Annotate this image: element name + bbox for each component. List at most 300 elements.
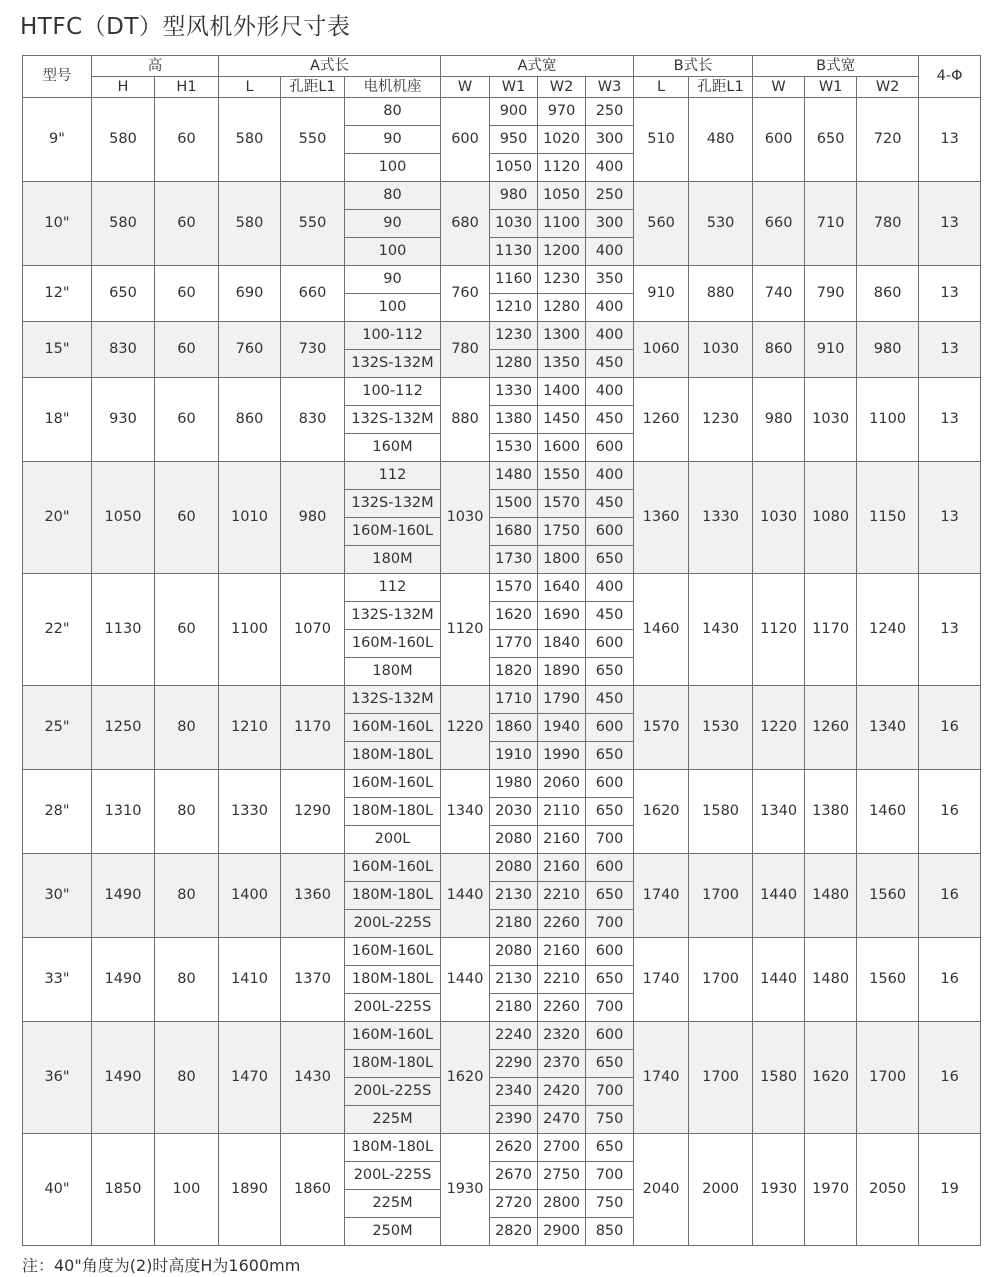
- b-l1-cell: 1700: [689, 1022, 753, 1134]
- w1-cell: 1910: [490, 742, 538, 770]
- b-w1-cell: 1480: [805, 854, 857, 938]
- h-cell: 1490: [92, 938, 155, 1022]
- l1-cell: 1370: [281, 938, 345, 1022]
- table-row: [23, 98, 981, 126]
- motor-frame-cell: 200L-225S: [345, 1162, 441, 1190]
- b-w2-cell: 1700: [857, 1022, 919, 1134]
- w1-cell: 950: [490, 126, 538, 154]
- b-l-cell: 1570: [634, 686, 689, 770]
- model-cell: 20": [23, 462, 92, 574]
- l1-cell: 1860: [281, 1134, 345, 1246]
- w2-cell: 2210: [538, 966, 586, 994]
- l-cell: 580: [219, 182, 281, 266]
- w1-cell: 2080: [490, 826, 538, 854]
- w3-cell: 450: [586, 406, 634, 434]
- table-row: [23, 462, 981, 490]
- w2-cell: 1050: [538, 182, 586, 210]
- w3-cell: 450: [586, 686, 634, 714]
- model-group: [23, 686, 981, 770]
- h1-cell: 60: [155, 266, 219, 322]
- w2-cell: 1350: [538, 350, 586, 378]
- w2-cell: 2110: [538, 798, 586, 826]
- w3-cell: 450: [586, 602, 634, 630]
- b-w-cell: 660: [753, 182, 805, 266]
- model-group: [23, 378, 981, 462]
- w3-cell: 400: [586, 462, 634, 490]
- motor-frame-cell: 160M-160L: [345, 1022, 441, 1050]
- w3-cell: 700: [586, 1162, 634, 1190]
- w3-cell: 300: [586, 126, 634, 154]
- w2-cell: 2370: [538, 1050, 586, 1078]
- b-w2-cell: 2050: [857, 1134, 919, 1246]
- motor-frame-cell: 132S-132M: [345, 490, 441, 518]
- header-b-l1: 孔距L1: [689, 77, 753, 98]
- model-cell: 30": [23, 854, 92, 938]
- w3-cell: 750: [586, 1106, 634, 1134]
- l-cell: 760: [219, 322, 281, 378]
- motor-frame-cell: 160M: [345, 434, 441, 462]
- b-l-cell: 1740: [634, 1022, 689, 1134]
- w1-cell: 2820: [490, 1218, 538, 1246]
- w2-cell: 2160: [538, 854, 586, 882]
- table-row: [23, 378, 981, 406]
- motor-frame-cell: 160M-160L: [345, 938, 441, 966]
- w1-cell: 1130: [490, 238, 538, 266]
- motor-frame-cell: 100: [345, 294, 441, 322]
- w3-cell: 600: [586, 630, 634, 658]
- l-cell: 1330: [219, 770, 281, 854]
- holes-cell: 13: [919, 322, 981, 378]
- model-group: [23, 98, 981, 182]
- h-cell: 1130: [92, 574, 155, 686]
- motor-frame-cell: 90: [345, 210, 441, 238]
- h1-cell: 60: [155, 462, 219, 574]
- b-w-cell: 1120: [753, 574, 805, 686]
- b-l1-cell: 1430: [689, 574, 753, 686]
- table-row: [23, 854, 981, 882]
- w-cell: 780: [441, 322, 490, 378]
- h-cell: 580: [92, 98, 155, 182]
- h1-cell: 80: [155, 770, 219, 854]
- w-cell: 1120: [441, 574, 490, 686]
- w2-cell: 1200: [538, 238, 586, 266]
- w3-cell: 400: [586, 322, 634, 350]
- model-cell: 22": [23, 574, 92, 686]
- w2-cell: 1300: [538, 322, 586, 350]
- motor-frame-cell: 180M: [345, 658, 441, 686]
- model-group: [23, 938, 981, 1022]
- holes-cell: 13: [919, 98, 981, 182]
- w1-cell: 1050: [490, 154, 538, 182]
- model-cell: 12": [23, 266, 92, 322]
- header-b-width: B式宽: [753, 56, 919, 77]
- b-l-cell: 1740: [634, 938, 689, 1022]
- w3-cell: 400: [586, 378, 634, 406]
- table-row: [23, 574, 981, 602]
- h-cell: 830: [92, 322, 155, 378]
- w2-cell: 2210: [538, 882, 586, 910]
- model-cell: 18": [23, 378, 92, 462]
- b-w-cell: 1030: [753, 462, 805, 574]
- w3-cell: 600: [586, 714, 634, 742]
- w3-cell: 650: [586, 546, 634, 574]
- b-l1-cell: 880: [689, 266, 753, 322]
- l-cell: 860: [219, 378, 281, 462]
- holes-cell: 16: [919, 686, 981, 770]
- l1-cell: 1360: [281, 854, 345, 938]
- h1-cell: 80: [155, 686, 219, 770]
- w2-cell: 1690: [538, 602, 586, 630]
- header-b-l: L: [634, 77, 689, 98]
- motor-frame-cell: 180M-180L: [345, 1134, 441, 1162]
- b-l1-cell: 1700: [689, 938, 753, 1022]
- motor-frame-cell: 180M-180L: [345, 1050, 441, 1078]
- dimension-table: [22, 55, 981, 1246]
- b-w1-cell: 1260: [805, 686, 857, 770]
- motor-frame-cell: 225M: [345, 1106, 441, 1134]
- w-cell: 1440: [441, 938, 490, 1022]
- h-cell: 1490: [92, 1022, 155, 1134]
- b-w-cell: 1440: [753, 938, 805, 1022]
- w3-cell: 400: [586, 574, 634, 602]
- l-cell: 1890: [219, 1134, 281, 1246]
- w1-cell: 2390: [490, 1106, 538, 1134]
- w1-cell: 2240: [490, 1022, 538, 1050]
- header-w3: W3: [586, 77, 634, 98]
- w2-cell: 2470: [538, 1106, 586, 1134]
- w3-cell: 600: [586, 434, 634, 462]
- header-b-w2: W2: [857, 77, 919, 98]
- w2-cell: 2420: [538, 1078, 586, 1106]
- table-row: [23, 686, 981, 714]
- table-header: [23, 56, 981, 98]
- motor-frame-cell: 160M-160L: [345, 854, 441, 882]
- header-l1: 孔距L1: [281, 77, 345, 98]
- b-l-cell: 560: [634, 182, 689, 266]
- motor-frame-cell: 250M: [345, 1218, 441, 1246]
- w-cell: 680: [441, 182, 490, 266]
- holes-cell: 16: [919, 854, 981, 938]
- holes-cell: 13: [919, 266, 981, 322]
- b-w-cell: 1220: [753, 686, 805, 770]
- w1-cell: 2080: [490, 938, 538, 966]
- table-row: [23, 770, 981, 798]
- w3-cell: 300: [586, 210, 634, 238]
- w-cell: 760: [441, 266, 490, 322]
- w1-cell: 2180: [490, 994, 538, 1022]
- w1-cell: 1160: [490, 266, 538, 294]
- table-row: [23, 938, 981, 966]
- b-w1-cell: 1620: [805, 1022, 857, 1134]
- page-title: HTFC（DT）型风机外形尺寸表: [20, 14, 351, 40]
- motor-frame-cell: 180M-180L: [345, 798, 441, 826]
- w2-cell: 1750: [538, 518, 586, 546]
- w3-cell: 600: [586, 1022, 634, 1050]
- w2-cell: 1990: [538, 742, 586, 770]
- header-a-width: A式宽: [441, 56, 634, 77]
- motor-frame-cell: 225M: [345, 1190, 441, 1218]
- holes-cell: 13: [919, 574, 981, 686]
- w2-cell: 1940: [538, 714, 586, 742]
- motor-frame-cell: 132S-132M: [345, 406, 441, 434]
- header-w: W: [441, 77, 490, 98]
- b-w-cell: 1340: [753, 770, 805, 854]
- b-l1-cell: 1230: [689, 378, 753, 462]
- w1-cell: 1710: [490, 686, 538, 714]
- w3-cell: 450: [586, 350, 634, 378]
- b-w1-cell: 910: [805, 322, 857, 378]
- b-w1-cell: 790: [805, 266, 857, 322]
- model-cell: 40": [23, 1134, 92, 1246]
- header-h: H: [92, 77, 155, 98]
- motor-frame-cell: 160M-160L: [345, 714, 441, 742]
- w1-cell: 1480: [490, 462, 538, 490]
- b-w2-cell: 1100: [857, 378, 919, 462]
- b-w1-cell: 1080: [805, 462, 857, 574]
- b-w2-cell: 980: [857, 322, 919, 378]
- b-w2-cell: 1460: [857, 770, 919, 854]
- w2-cell: 1550: [538, 462, 586, 490]
- model-group: [23, 322, 981, 378]
- w2-cell: 1840: [538, 630, 586, 658]
- model-group: [23, 854, 981, 938]
- w1-cell: 2130: [490, 966, 538, 994]
- h-cell: 580: [92, 182, 155, 266]
- b-l-cell: 1260: [634, 378, 689, 462]
- w3-cell: 400: [586, 294, 634, 322]
- w3-cell: 700: [586, 826, 634, 854]
- w3-cell: 650: [586, 798, 634, 826]
- h1-cell: 80: [155, 938, 219, 1022]
- w1-cell: 2340: [490, 1078, 538, 1106]
- w-cell: 1620: [441, 1022, 490, 1134]
- table-row: [23, 182, 981, 210]
- w2-cell: 1890: [538, 658, 586, 686]
- w1-cell: 2080: [490, 854, 538, 882]
- model-cell: 10": [23, 182, 92, 266]
- w1-cell: 1770: [490, 630, 538, 658]
- b-w-cell: 860: [753, 322, 805, 378]
- b-w2-cell: 1340: [857, 686, 919, 770]
- motor-frame-cell: 80: [345, 182, 441, 210]
- b-w1-cell: 650: [805, 98, 857, 182]
- w3-cell: 750: [586, 1190, 634, 1218]
- h1-cell: 60: [155, 182, 219, 266]
- w-cell: 1930: [441, 1134, 490, 1246]
- motor-frame-cell: 200L-225S: [345, 994, 441, 1022]
- holes-cell: 19: [919, 1134, 981, 1246]
- holes-cell: 16: [919, 1022, 981, 1134]
- b-w-cell: 1440: [753, 854, 805, 938]
- h1-cell: 60: [155, 98, 219, 182]
- table-row: [23, 1134, 981, 1162]
- header-motor-frame: 电机机座: [345, 77, 441, 98]
- motor-frame-cell: 100: [345, 154, 441, 182]
- w2-cell: 1100: [538, 210, 586, 238]
- b-l1-cell: 1700: [689, 854, 753, 938]
- motor-frame-cell: 160M-160L: [345, 630, 441, 658]
- w3-cell: 600: [586, 518, 634, 546]
- b-w2-cell: 780: [857, 182, 919, 266]
- model-group: [23, 182, 981, 266]
- b-w2-cell: 1560: [857, 854, 919, 938]
- l1-cell: 660: [281, 266, 345, 322]
- header-h1: H1: [155, 77, 219, 98]
- w3-cell: 450: [586, 490, 634, 518]
- motor-frame-cell: 112: [345, 574, 441, 602]
- header-w1: W1: [490, 77, 538, 98]
- h1-cell: 60: [155, 378, 219, 462]
- w2-cell: 1280: [538, 294, 586, 322]
- w1-cell: 2670: [490, 1162, 538, 1190]
- l1-cell: 1170: [281, 686, 345, 770]
- motor-frame-cell: 100-112: [345, 322, 441, 350]
- w3-cell: 650: [586, 658, 634, 686]
- w2-cell: 2750: [538, 1162, 586, 1190]
- b-w-cell: 1930: [753, 1134, 805, 1246]
- w3-cell: 650: [586, 1134, 634, 1162]
- l1-cell: 830: [281, 378, 345, 462]
- b-l-cell: 1460: [634, 574, 689, 686]
- motor-frame-cell: 90: [345, 266, 441, 294]
- table-row: [23, 266, 981, 294]
- w-cell: 880: [441, 378, 490, 462]
- l-cell: 1010: [219, 462, 281, 574]
- w2-cell: 2700: [538, 1134, 586, 1162]
- l-cell: 1210: [219, 686, 281, 770]
- b-l-cell: 1060: [634, 322, 689, 378]
- w1-cell: 1980: [490, 770, 538, 798]
- motor-frame-cell: 90: [345, 126, 441, 154]
- h1-cell: 80: [155, 1022, 219, 1134]
- l-cell: 580: [219, 98, 281, 182]
- b-w1-cell: 1030: [805, 378, 857, 462]
- model-group: [23, 770, 981, 854]
- w1-cell: 1030: [490, 210, 538, 238]
- h-cell: 1310: [92, 770, 155, 854]
- motor-frame-cell: 200L-225S: [345, 910, 441, 938]
- w2-cell: 1120: [538, 154, 586, 182]
- b-l1-cell: 530: [689, 182, 753, 266]
- b-w1-cell: 1170: [805, 574, 857, 686]
- w-cell: 1030: [441, 462, 490, 574]
- l-cell: 1100: [219, 574, 281, 686]
- b-l-cell: 1620: [634, 770, 689, 854]
- b-w2-cell: 1150: [857, 462, 919, 574]
- table-row: [23, 1022, 981, 1050]
- w3-cell: 650: [586, 742, 634, 770]
- b-w1-cell: 1380: [805, 770, 857, 854]
- b-l1-cell: 1030: [689, 322, 753, 378]
- w1-cell: 1680: [490, 518, 538, 546]
- model-group: [23, 1134, 981, 1246]
- header-l: L: [219, 77, 281, 98]
- w3-cell: 700: [586, 1078, 634, 1106]
- b-w2-cell: 860: [857, 266, 919, 322]
- header-model: 型号: [23, 56, 92, 98]
- w1-cell: 2620: [490, 1134, 538, 1162]
- model-cell: 15": [23, 322, 92, 378]
- model-group: [23, 1022, 981, 1134]
- model-cell: 28": [23, 770, 92, 854]
- w1-cell: 2720: [490, 1190, 538, 1218]
- w1-cell: 2290: [490, 1050, 538, 1078]
- motor-frame-cell: 180M-180L: [345, 742, 441, 770]
- b-w1-cell: 710: [805, 182, 857, 266]
- header-b-w1: W1: [805, 77, 857, 98]
- w1-cell: 1380: [490, 406, 538, 434]
- h-cell: 1250: [92, 686, 155, 770]
- b-l-cell: 1740: [634, 854, 689, 938]
- w-cell: 1440: [441, 854, 490, 938]
- w3-cell: 600: [586, 938, 634, 966]
- h1-cell: 60: [155, 574, 219, 686]
- l-cell: 1410: [219, 938, 281, 1022]
- w2-cell: 1450: [538, 406, 586, 434]
- holes-cell: 13: [919, 462, 981, 574]
- model-cell: 9": [23, 98, 92, 182]
- l-cell: 1400: [219, 854, 281, 938]
- w2-cell: 2800: [538, 1190, 586, 1218]
- header-w2: W2: [538, 77, 586, 98]
- w1-cell: 1820: [490, 658, 538, 686]
- b-l1-cell: 480: [689, 98, 753, 182]
- motor-frame-cell: 80: [345, 98, 441, 126]
- motor-frame-cell: 160M-160L: [345, 770, 441, 798]
- w3-cell: 250: [586, 98, 634, 126]
- motor-frame-cell: 100: [345, 238, 441, 266]
- w1-cell: 900: [490, 98, 538, 126]
- w-cell: 1220: [441, 686, 490, 770]
- motor-frame-cell: 132S-132M: [345, 602, 441, 630]
- h1-cell: 80: [155, 854, 219, 938]
- motor-frame-cell: 100-112: [345, 378, 441, 406]
- w1-cell: 980: [490, 182, 538, 210]
- l1-cell: 1070: [281, 574, 345, 686]
- w2-cell: 1570: [538, 490, 586, 518]
- w3-cell: 600: [586, 854, 634, 882]
- l-cell: 690: [219, 266, 281, 322]
- w3-cell: 350: [586, 266, 634, 294]
- w2-cell: 1600: [538, 434, 586, 462]
- b-l-cell: 910: [634, 266, 689, 322]
- b-w2-cell: 1240: [857, 574, 919, 686]
- w3-cell: 250: [586, 182, 634, 210]
- model-cell: 25": [23, 686, 92, 770]
- l1-cell: 1430: [281, 1022, 345, 1134]
- l1-cell: 1290: [281, 770, 345, 854]
- b-w-cell: 740: [753, 266, 805, 322]
- motor-frame-cell: 200L-225S: [345, 1078, 441, 1106]
- w1-cell: 1570: [490, 574, 538, 602]
- model-group: [23, 266, 981, 322]
- motor-frame-cell: 132S-132M: [345, 686, 441, 714]
- header-b-w: W: [753, 77, 805, 98]
- w3-cell: 650: [586, 1050, 634, 1078]
- b-l1-cell: 2000: [689, 1134, 753, 1246]
- w2-cell: 2060: [538, 770, 586, 798]
- header-b-length: B式长: [634, 56, 753, 77]
- motor-frame-cell: 132S-132M: [345, 350, 441, 378]
- motor-frame-cell: 180M-180L: [345, 966, 441, 994]
- motor-frame-cell: 180M-180L: [345, 882, 441, 910]
- w1-cell: 1860: [490, 714, 538, 742]
- w2-cell: 1800: [538, 546, 586, 574]
- w1-cell: 2180: [490, 910, 538, 938]
- b-l-cell: 1360: [634, 462, 689, 574]
- l1-cell: 550: [281, 98, 345, 182]
- l-cell: 1470: [219, 1022, 281, 1134]
